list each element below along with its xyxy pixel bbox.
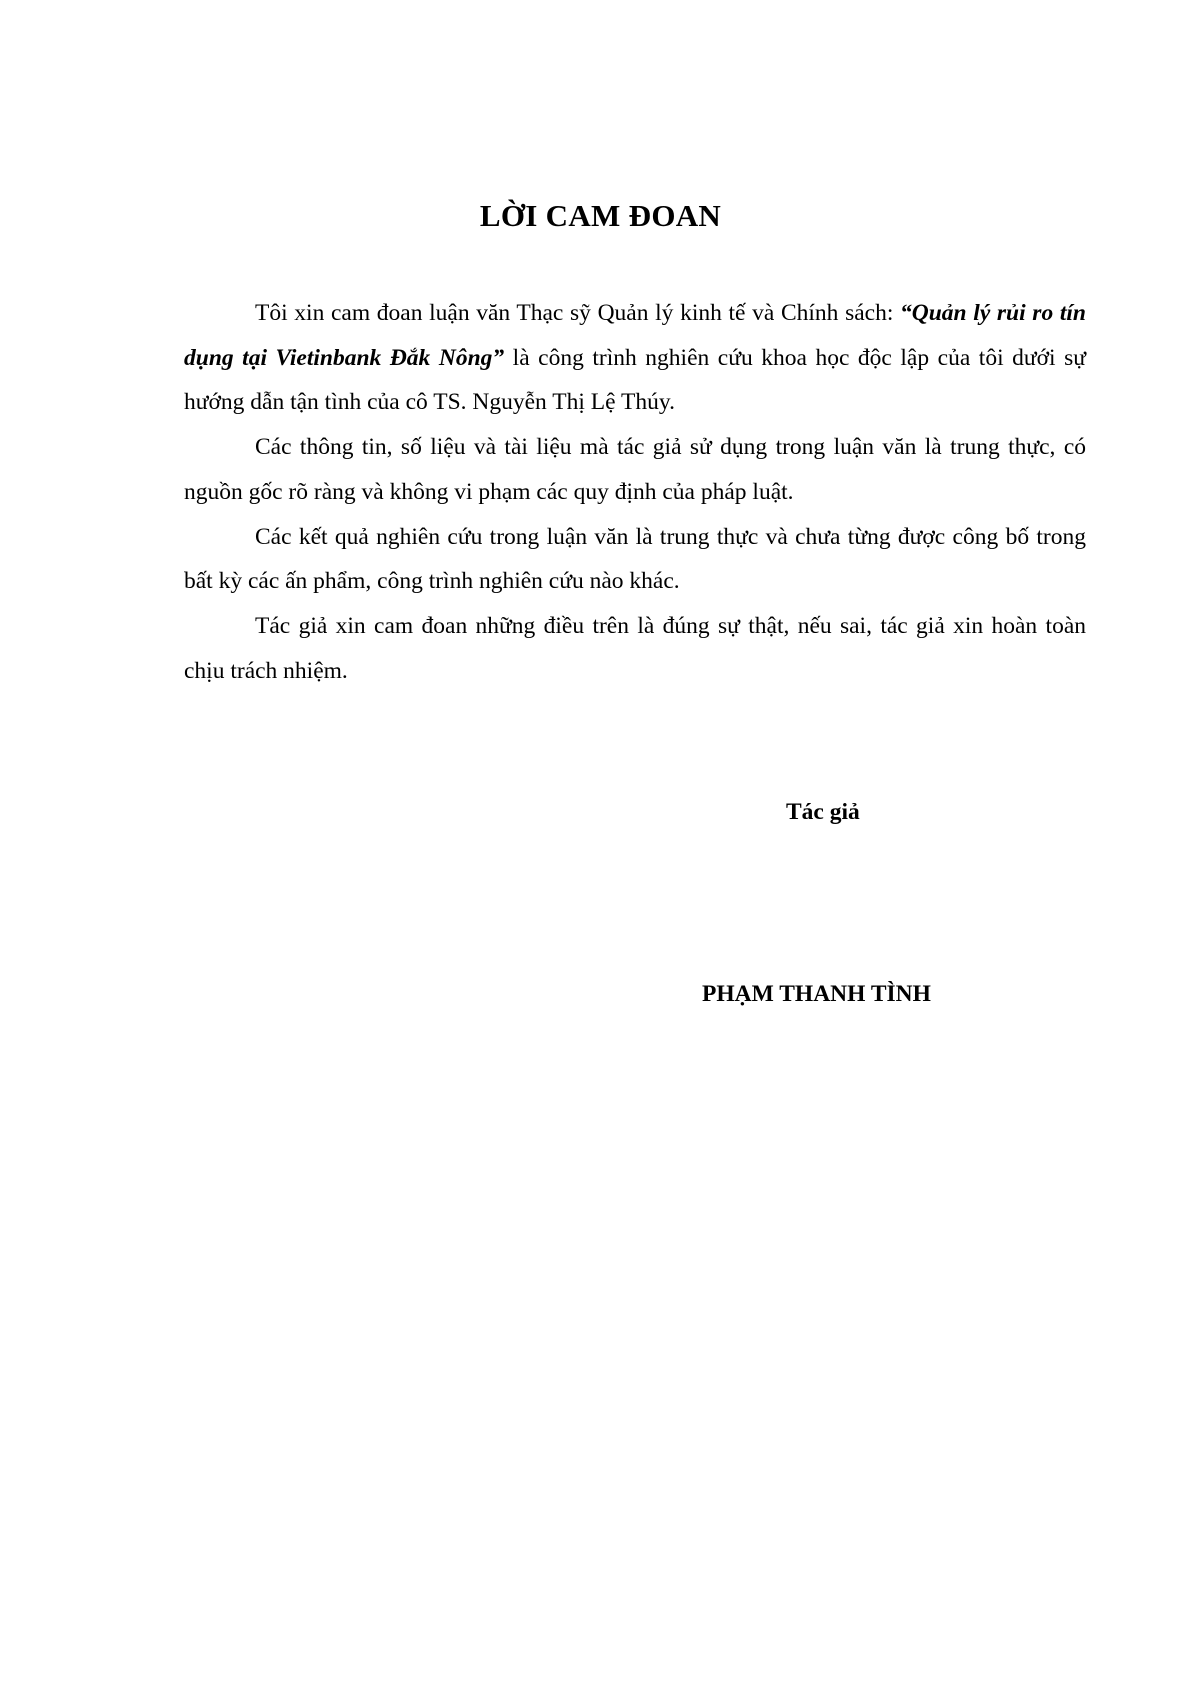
paragraph-1-rest: là công trình nghiên cứu khoa học độc lập của tôi dưới sự hướng dẫn tận tình của cô TS. Nguyễn Thị Lệ Thúy. [184,344,1086,416]
paragraph-1-intro: Tôi xin cam đoan luận văn Thạc sỹ Quản lý kinh tế và Chính sách: [255,300,901,326]
signature-role: Tác giả [786,799,860,825]
paragraph-1 [184,291,1086,425]
paragraph-4: Tác giả xin cam đoan những điều trên là đúng sự thật, nếu sai, tác giả xin hoàn toàn chịu trách nhiệm. [184,612,1086,684]
paragraph-2: Các thông tin, số liệu và tài liệu mà tác giả sử dụng trong luận văn là trung thực, có nguồn gốc rõ ràng và không vi phạm các quy định của pháp luật. [184,434,1086,505]
author-name: PHẠM THANH TÌNH [702,981,931,1007]
paragraph-3: Các kết quả nghiên cứu trong luận văn là trung thực và chưa từng được công bố trong bất kỳ các ấn phẩm, công trình nghiên cứu nào khác. [184,523,1086,595]
declaration-body [184,291,1086,693]
page-title: LỜI CAM ĐOAN [479,198,722,233]
thesis-title: “Quản lý rủi ro tín dụng tại Vietinbank Đắk Nông” [184,300,1086,371]
